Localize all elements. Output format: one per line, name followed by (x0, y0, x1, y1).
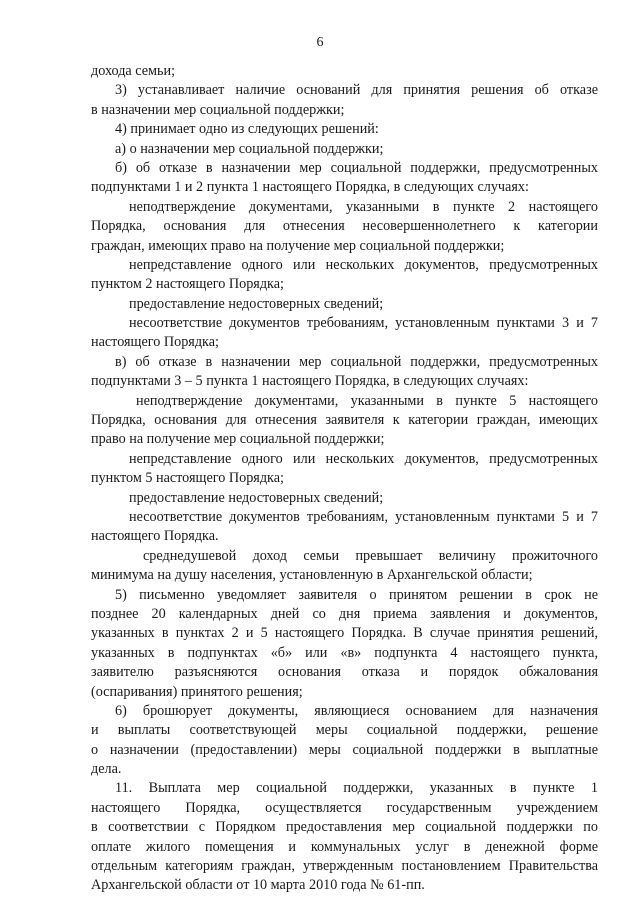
text-line: непредставление одного или нескольких документов, предусмотренных (129, 450, 598, 467)
text-line: Порядка, основания для отнесения несовершеннолетнего к категории (91, 218, 598, 235)
text-line: пунктом 2 настоящего Порядка; (91, 276, 284, 293)
text-line: Архангельской области от 10 марта 2010 года № 61-пп. (91, 877, 425, 894)
text-line: б) об отказе в назначении мер социальной поддержки, предусмотренных (115, 159, 598, 176)
text-line: пунктом 5 настоящего Порядка; (91, 470, 284, 487)
text-line: минимума на душу населения, установленную в Архангельской области; (91, 567, 533, 584)
text-line: подпунктами 3 – 5 пункта 1 настоящего Порядка, в следующих случаях: (91, 373, 529, 390)
text-line: Порядка, основания для отнесения заявителя к категории граждан, имеющих (91, 412, 598, 429)
text-line: 4) принимает одно из следующих решений: (115, 121, 379, 138)
text-line: граждан, имеющих право на получение мер социальной поддержки; (91, 237, 505, 254)
text-line: предоставление недостоверных сведений; (129, 489, 384, 506)
document-body (91, 62, 598, 896)
text-line: право на получение мер социальной поддержки; (91, 431, 385, 448)
text-line: о назначении (предоставлении) меры социальной поддержки в выплатные (91, 741, 598, 758)
text-line: 5) письменно уведомляет заявителя о принятом решении в срок не (115, 586, 598, 603)
text-line: отдельным категориям граждан, утвержденным постановлением Правительства (91, 858, 598, 875)
text-line: в назначении мер социальной поддержки; (91, 101, 345, 118)
text-line: оплате жилого помещения и коммунальных услуг в денежной форме (91, 838, 598, 855)
text-line: неподтверждение документами, указанными в пункте 2 настоящего (129, 198, 598, 215)
text-line: 3) устанавливает наличие оснований для принятия решения об отказе (115, 82, 598, 99)
text-line: а) о назначении мер социальной поддержки; (115, 140, 384, 157)
text-line: заявителю разъясняются основания отказа и порядок обжалования (91, 664, 598, 681)
text-line: указанных в пунктах 2 и 5 настоящего Порядка. В случае принятия решений, (91, 625, 598, 642)
text-line: (оспаривания) принятого решения; (91, 683, 303, 700)
page-number: 6 (316, 35, 324, 50)
text-line: неподтверждение документами, указанными в пункте 5 настоящего (136, 392, 598, 409)
text-line: в соответствии с Порядком предоставления мер социальной поддержки по (91, 819, 598, 836)
text-line: настоящего Порядка; (91, 334, 219, 351)
text-line: несоответствие документов требованиям, установленным пунктами 3 и 7 (129, 315, 598, 332)
text-line: дела. (91, 761, 122, 778)
text-line: несоответствие документов требованиям, установленным пунктами 5 и 7 (129, 508, 598, 525)
text-line: настоящего Порядка, осуществляется государственным учреждением (91, 799, 598, 816)
text-line: позднее 20 календарных дней со дня приема заявления и документов, (91, 605, 598, 622)
text-line: среднедушевой доход семьи превышает величину прожиточного (143, 547, 598, 564)
text-line: подпунктами 1 и 2 пункта 1 настоящего Порядка, в следующих случаях: (91, 179, 529, 196)
text-line: предоставление недостоверных сведений; (129, 295, 384, 312)
text-line: дохода семьи; (91, 63, 176, 79)
text-line: 11. Выплата мер социальной поддержки, указанных в пункте 1 (115, 780, 598, 797)
text-line: 6) брошюрует документы, являющиеся основанием для назначения (115, 702, 598, 719)
text-line: в) об отказе в назначении мер социальной поддержки, предусмотренных (115, 353, 598, 370)
text-line: указанных в подпунктах «б» или «в» подпункта 4 настоящего пункта, (91, 644, 598, 661)
text-line: непредставление одного или нескольких документов, предусмотренных (129, 256, 598, 273)
text-line: настоящего Порядка. (91, 528, 219, 545)
text-line: и выплаты соответствующей меры социальной поддержки, решение (91, 722, 598, 739)
